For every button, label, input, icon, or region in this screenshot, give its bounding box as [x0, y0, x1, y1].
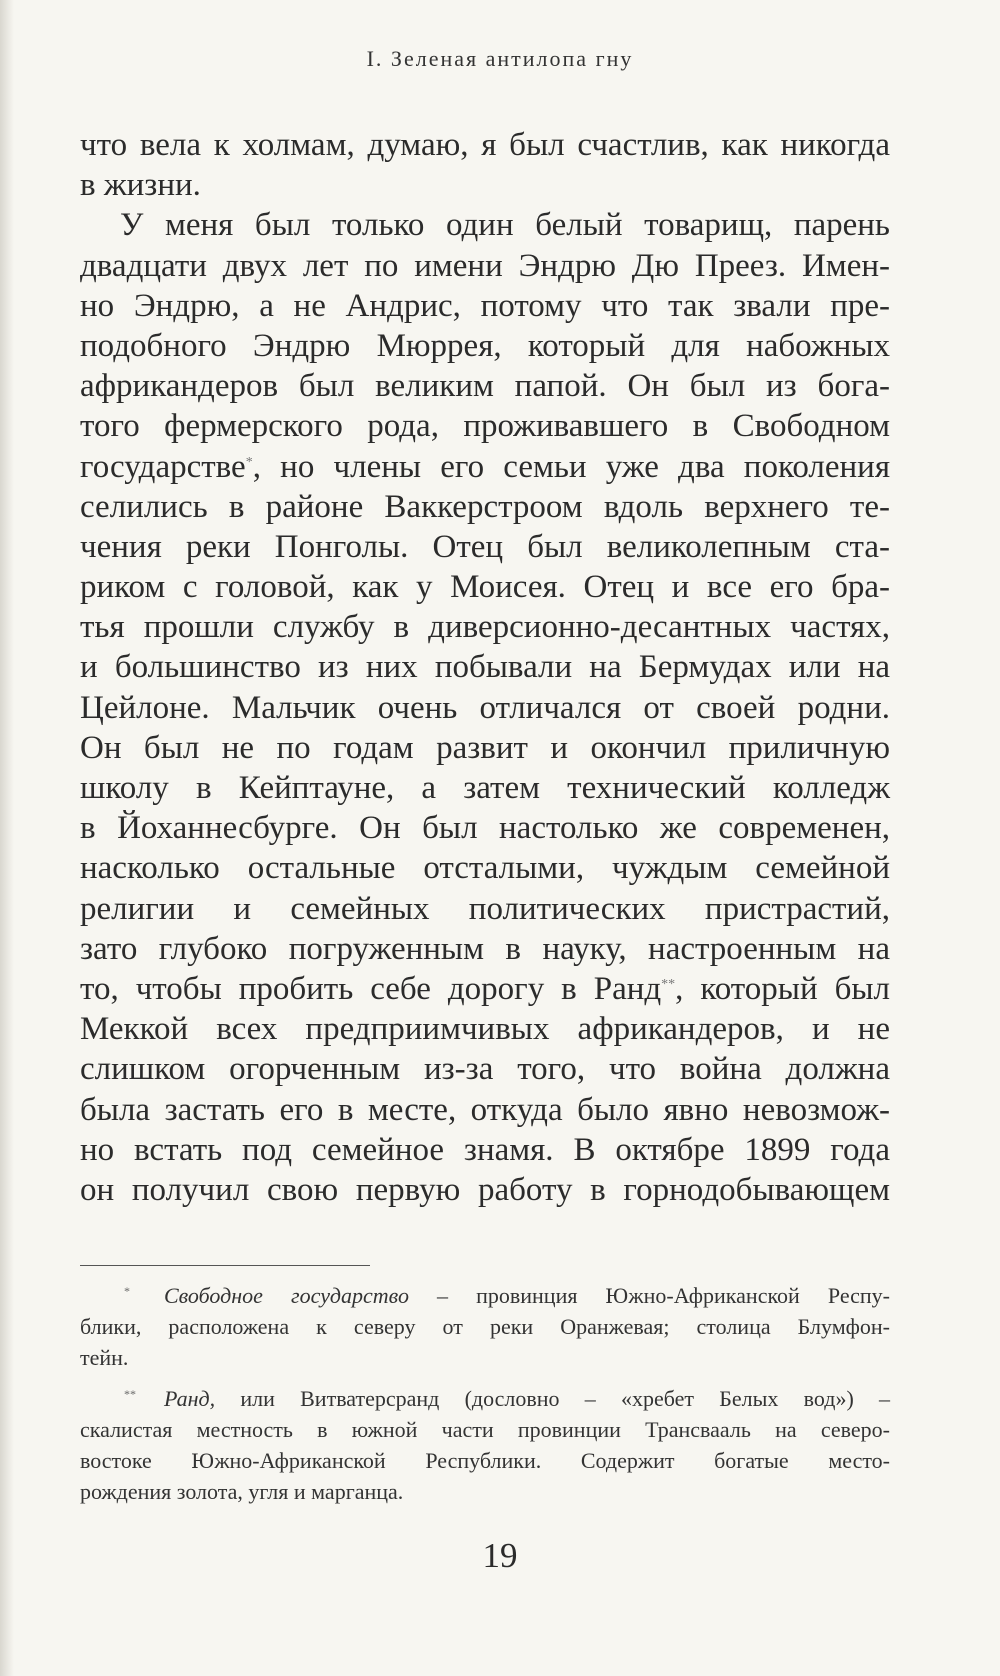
text-line: насколько остальные отсталыми, чуждым семейной — [80, 850, 890, 887]
footnote-term: Свободное государство — [164, 1283, 409, 1308]
footnote-rule — [80, 1265, 370, 1266]
footnote-line: тейн. — [80, 1345, 129, 1370]
text-line: школу в Кейптауне, а затем технический колледж — [80, 770, 890, 806]
footnote-text: – провинция Южно-Африканской Респу- — [408, 1283, 890, 1308]
footnote-marker: ** — [124, 1387, 136, 1401]
footnote-line — [80, 1383, 890, 1414]
text-line: Он был не по годам развит и окончил приличную — [80, 729, 890, 766]
text-line: африкандеров был великим папой. Он был из бога- — [80, 368, 890, 405]
text-line: чения реки Понголы. Отец был великолепным ста- — [80, 528, 890, 565]
text-line: У меня был только один белый товарищ, парень — [120, 207, 890, 244]
text-fragment: , но члены его семьи уже два поколения — [252, 448, 890, 485]
text-line: двадцати двух лет по имени Эндрю Дю Преез. Имен- — [80, 247, 890, 284]
footnote-line — [80, 1280, 890, 1311]
text-line: но встать под семейное знамя. В октябре 1899 года — [80, 1131, 890, 1168]
text-line: Меккой всех предприимчивых африкандеров, и не — [80, 1011, 890, 1048]
text-line: подобного Эндрю Мюррея, который для набожных — [80, 327, 890, 364]
footnote-marker: * — [245, 454, 253, 470]
footnote-marker: * — [124, 1284, 130, 1298]
page-number: 19 — [482, 1536, 518, 1575]
text-fragment: государстве — [80, 448, 246, 485]
text-line: была застать его в месте, откуда было явно невозмож- — [80, 1091, 890, 1128]
text-line: селились в районе Ваккерстроом вдоль верхнего те- — [80, 488, 890, 525]
text-fragment: то, чтобы пробить себе дорогу в Ранд — [80, 970, 662, 1007]
body-text — [80, 125, 890, 1210]
running-head: I. Зеленая антилопа гну — [366, 46, 634, 71]
text-line: он получил свою первую работу в горнодобывающем — [80, 1171, 890, 1208]
text-line-with-note — [80, 969, 890, 1009]
footnote-marker: ** — [661, 976, 676, 992]
text-line: слишком огорченным из-за того, что война должна — [80, 1051, 890, 1088]
footnote-line: рождения золота, угля и марганца. — [80, 1479, 404, 1504]
footnote-term: Ранд, — [164, 1386, 216, 1411]
text-line: зато глубоко погруженным в науку, настроенным на — [80, 930, 890, 967]
text-line-with-note — [80, 447, 890, 487]
footnote-line: востоке Южно-Африканской Республики. Содержит богатые место- — [80, 1448, 890, 1473]
footnote-text: или Витватерсранд (дословно – «хребет Белых вод») – — [215, 1386, 890, 1411]
footnotes — [80, 1280, 890, 1507]
text-line: в жизни. — [80, 167, 201, 204]
footnote-line: блики, расположена к северу от реки Оранжевая; столица Блумфон- — [80, 1314, 890, 1339]
page-edge-shadow — [0, 0, 14, 1676]
text-line: что вела к холмам, думаю, я был счастлив, как никогда — [80, 127, 890, 163]
text-fragment: , который был — [675, 970, 891, 1007]
text-line: того фермерского рода, проживавшего в Свободном — [80, 408, 890, 445]
text-line: и большинство из них побывали на Бермудах или на — [80, 649, 890, 686]
text-line: но Эндрю, а не Андрис, потому что так звали пре- — [80, 287, 890, 324]
footnote-line: скалистая местность в южной части провинции Трансвааль на северо- — [80, 1417, 890, 1442]
text-line: риком с головой, как у Моисея. Отец и все его бра- — [80, 569, 890, 606]
text-line: Цейлоне. Мальчик очень отличался от своей родни. — [80, 689, 890, 726]
text-line: тья прошли службу в диверсионно-десантных частях, — [80, 609, 890, 646]
text-line: в Йоханнесбурге. Он был настолько же современен, — [80, 810, 890, 847]
text-line: религии и семейных политических пристрастий, — [80, 890, 890, 927]
